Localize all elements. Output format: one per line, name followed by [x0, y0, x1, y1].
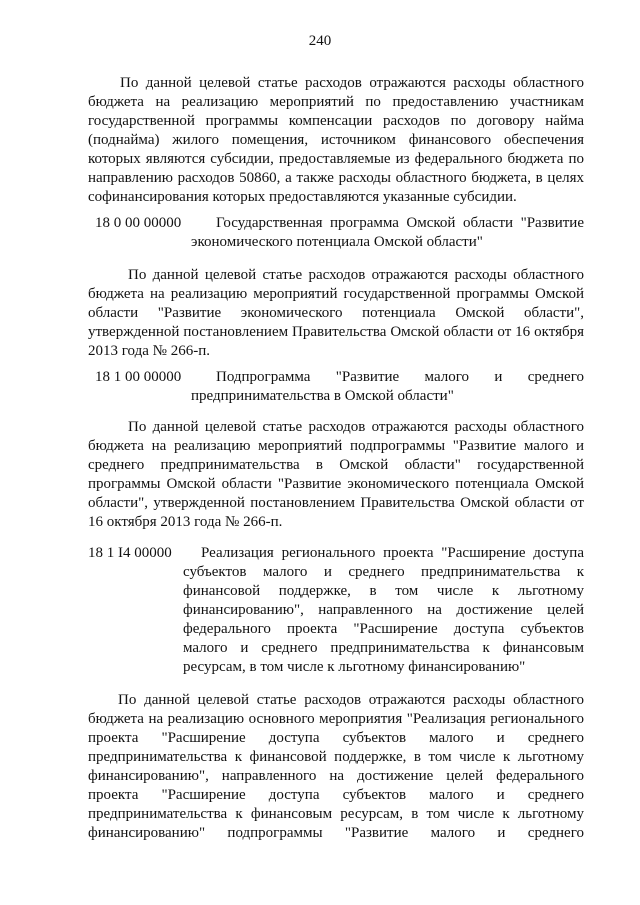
budget-code: 18 1 00 00000 [95, 369, 182, 385]
paragraph-line: 2013 года № 266-п. [88, 343, 210, 359]
paragraph-line: области "Развитие экономического потенциала Омской области", [88, 305, 584, 321]
paragraph-line: государственной программы компенсации расходов по договору найма [88, 113, 584, 129]
heading-line: Реализация регионального проекта "Расширение доступа [201, 545, 584, 561]
paragraph-line: проекта "Расширение доступа субъектов малого и среднего [88, 787, 584, 803]
paragraph-line: программы Омской области "Развитие экономического потенциала Омской [88, 476, 584, 492]
paragraph-line: финансированию" подпрограммы "Развитие малого и среднего [88, 825, 584, 841]
heading-line: малого и среднего предпринимательства к финансовым [183, 640, 584, 656]
page-number: 240 [308, 33, 332, 49]
paragraph-line: области", утвержденной постановлением Правительства Омской области от [88, 495, 584, 511]
paragraph-line: бюджета на реализацию мероприятий по предоставлению участникам [88, 94, 584, 110]
paragraph-line: предпринимательства к финансовым ресурсам, в том числе к льготному [88, 806, 584, 822]
paragraph-line: По данной целевой статье расходов отражаются расходы областного [128, 267, 584, 283]
paragraph-line: По данной целевой статье расходов отражаются расходы областного [128, 419, 584, 435]
heading-line: финансированию", направленного на достижение целей [183, 602, 584, 618]
paragraph-line: По данной целевой статье расходов отражаются расходы областного [118, 692, 584, 708]
heading-line: субъектов малого и среднего предпринимательства к [183, 564, 584, 580]
paragraph-line: (поднайма) жилого помещения, источником финансового обеспечения [88, 132, 584, 148]
paragraph-line: По данной целевой статье расходов отражаются расходы областного [120, 75, 584, 91]
heading-line: федерального проекта "Расширение доступа субъектов [183, 621, 584, 637]
paragraph-line: финансированию", направленного на достижение целей федерального [88, 768, 584, 784]
paragraph-line: проекта "Расширение доступа субъектов малого и среднего [88, 730, 584, 746]
budget-code: 18 0 00 00000 [95, 215, 182, 231]
heading-line: предпринимательства в Омской области" [191, 388, 454, 404]
heading-line: ресурсам, в том числе к льготному финансированию" [183, 659, 526, 675]
heading-line: экономического потенциала Омской области" [191, 234, 483, 250]
paragraph-line: среднего предпринимательства в Омской области" государственной [88, 457, 584, 473]
budget-code: 18 1 I4 00000 [88, 545, 172, 561]
paragraph-line: направлению расходов 50860, а также расходы областного бюджета, в целях [88, 170, 584, 186]
paragraph-line: утвержденной постановлением Правительства Омской области от 16 октября [88, 324, 584, 340]
heading-line: Государственная программа Омской области "Развитие [216, 215, 584, 231]
paragraph-line: предпринимательства к финансовой поддержке, в том числе к льготному [88, 749, 584, 765]
paragraph-line: бюджета на реализацию мероприятий государственной программы Омской [88, 286, 584, 302]
heading-line: Подпрограмма "Развитие малого и среднего [216, 369, 584, 385]
paragraph-line: бюджета на реализацию основного мероприятия "Реализация регионального [88, 711, 584, 727]
paragraph-line: которых являются субсидии, предоставляемые из федерального бюджета по [88, 151, 584, 167]
paragraph-line: софинансирования которых предоставляются указанные субсидии. [88, 189, 517, 205]
heading-line: финансовой поддержке, в том числе к льготному [183, 583, 584, 599]
paragraph-line: 16 октября 2013 года № 266-п. [88, 514, 283, 530]
paragraph-line: бюджета на реализацию мероприятий подпрограммы "Развитие малого и [88, 438, 584, 454]
